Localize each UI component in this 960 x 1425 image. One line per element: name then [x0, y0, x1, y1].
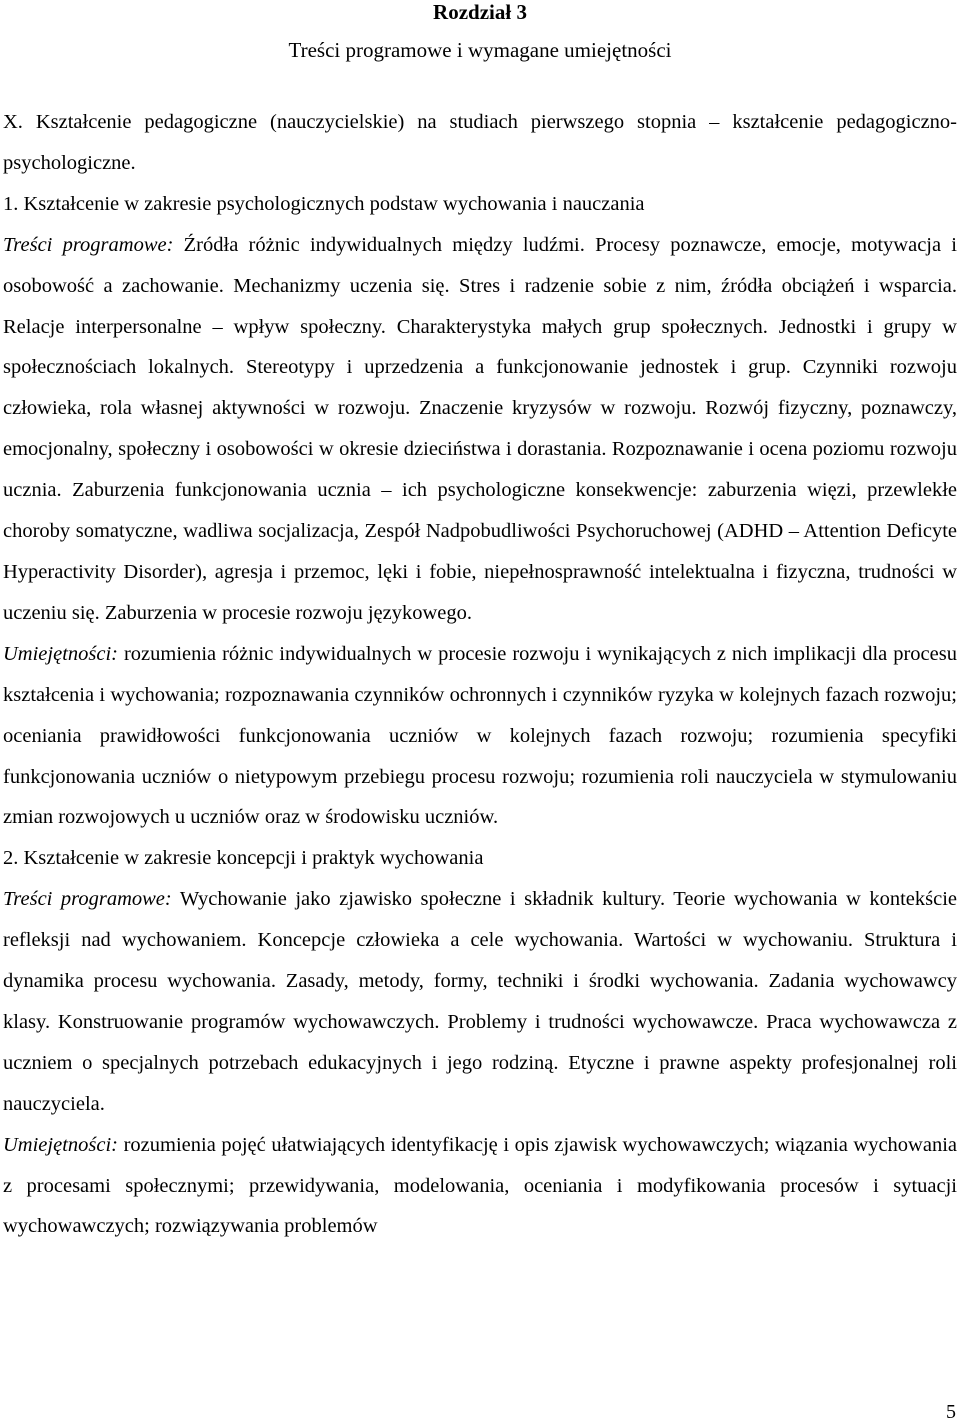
page-number: 5 [946, 1401, 956, 1423]
content-text: Źródła różnic indywidualnych między ludźmi. Procesy poznawcze, emocje, motywacja i osobowość a zachowanie. Mechanizmy uczenia się. Stres i radzenie sobie z nim, źródła obciążeń i wsparcia. Relacje interpersonalne – wpływ społeczny. Charakterystyka małych grup społecznych. Jednostki i grupy w społecznościach lokalnych. Stereotypy i uprzedzenia a funkcjonowanie jednostek i grup. Czynniki rozwoju człowieka, rola własnej aktywności w rozwoju. Znaczenie kryzysów w rozwoju. Rozwój fizyczny, poznawczy, emocjonalny, społeczny i osobowości w okresie dzieciństwa i dorastania. Rozpoznawanie i ocena poziomu rozwoju ucznia. Zaburzenia funkcjonowania ucznia – ich psychologiczne konsekwencje: zaburzenia więzi, przewlekłe choroby somatyczne, wadliwa socjalizacja, Zespół Nadpobudliwości Psychoruchowej (ADHD – Attention Deficyte Hyperactivity Disorder), agresja i przemoc, lęki i fobie, niepełnosprawność intelektualna i fizyczna, trudności w uczeniu się. Zaburzenia w procesie rozwoju językowego. [3, 233, 957, 624]
skills-text: rozumienia różnic indywidualnych w procesie rozwoju i wynikających z nich implikacji dla procesu kształcenia i wychowania; rozpoznawania czynników ochronnych i czynników ryzyka w kolejnych fazach rozwoju; oceniania prawidłowości funkcjonowania uczniów w kolejnych fazach rozwoju; rozumienia specyfiki funkcjonowania uczniów o nietypowym przebiegu procesu rozwoju; rozumienia roli nauczyciela w stymulowaniu zmian rozwojowych u uczniów oraz w środowisku uczniów. [3, 642, 957, 829]
content-text: Wychowanie jako zjawisko społeczne i składnik kultury. Teorie wychowania w kontekście refleksji nad wychowaniem. Koncepcje człowieka a cele wychowania. Wartości w wychowaniu. Struktura i dynamika procesu wychowania. Zasady, metody, formy, techniki i środki wychowania. Zadania wychowawcy klasy. Konstruowanie programów wychowawczych. Problemy i trudności wychowawcze. Praca wychowawcza z uczniem o specjalnych potrzebach edukacyjnych i jego rodziną. Etyczne i prawne aspekty profesjonalnej roli nauczyciela. [3, 888, 957, 1115]
chapter-title: Rozdział 3 [433, 0, 527, 24]
section-1-heading: 1. Kształcenie w zakresie psychologicznych podstaw wychowania i nauczania [3, 192, 645, 215]
section-2-heading: 2. Kształcenie w zakresie koncepcji i praktyk wychowania [3, 847, 484, 870]
chapter-subtitle: Treści programowe i wymagane umiejętności [288, 38, 672, 62]
skills-text: rozumienia pojęć ułatwiających identyfikację i opis zjawisk wychowawczych; wiązania wychowania z procesami społecznymi; przewidywania, modelowania, oceniania i modyfikowania procesów i sytuacji wychowawczych; rozwiązywania problemów [3, 1133, 957, 1238]
document-page [3, 0, 957, 1247]
section-2-content [3, 879, 957, 1124]
skills-label: Umiejętności: [3, 1133, 118, 1156]
skills-label: Umiejętności: [3, 642, 118, 665]
section-1-skills [3, 634, 957, 839]
section-2-skills [3, 1125, 957, 1248]
section-x-heading: X. Kształcenie pedagogiczne (nauczycielskie) na studiach pierwszego stopnia – kształcenie pedagogiczno-psychologiczne. [3, 111, 957, 174]
content-label: Treści programowe: [3, 233, 174, 256]
section-1-content [3, 225, 957, 634]
content-label: Treści programowe: [3, 888, 172, 911]
